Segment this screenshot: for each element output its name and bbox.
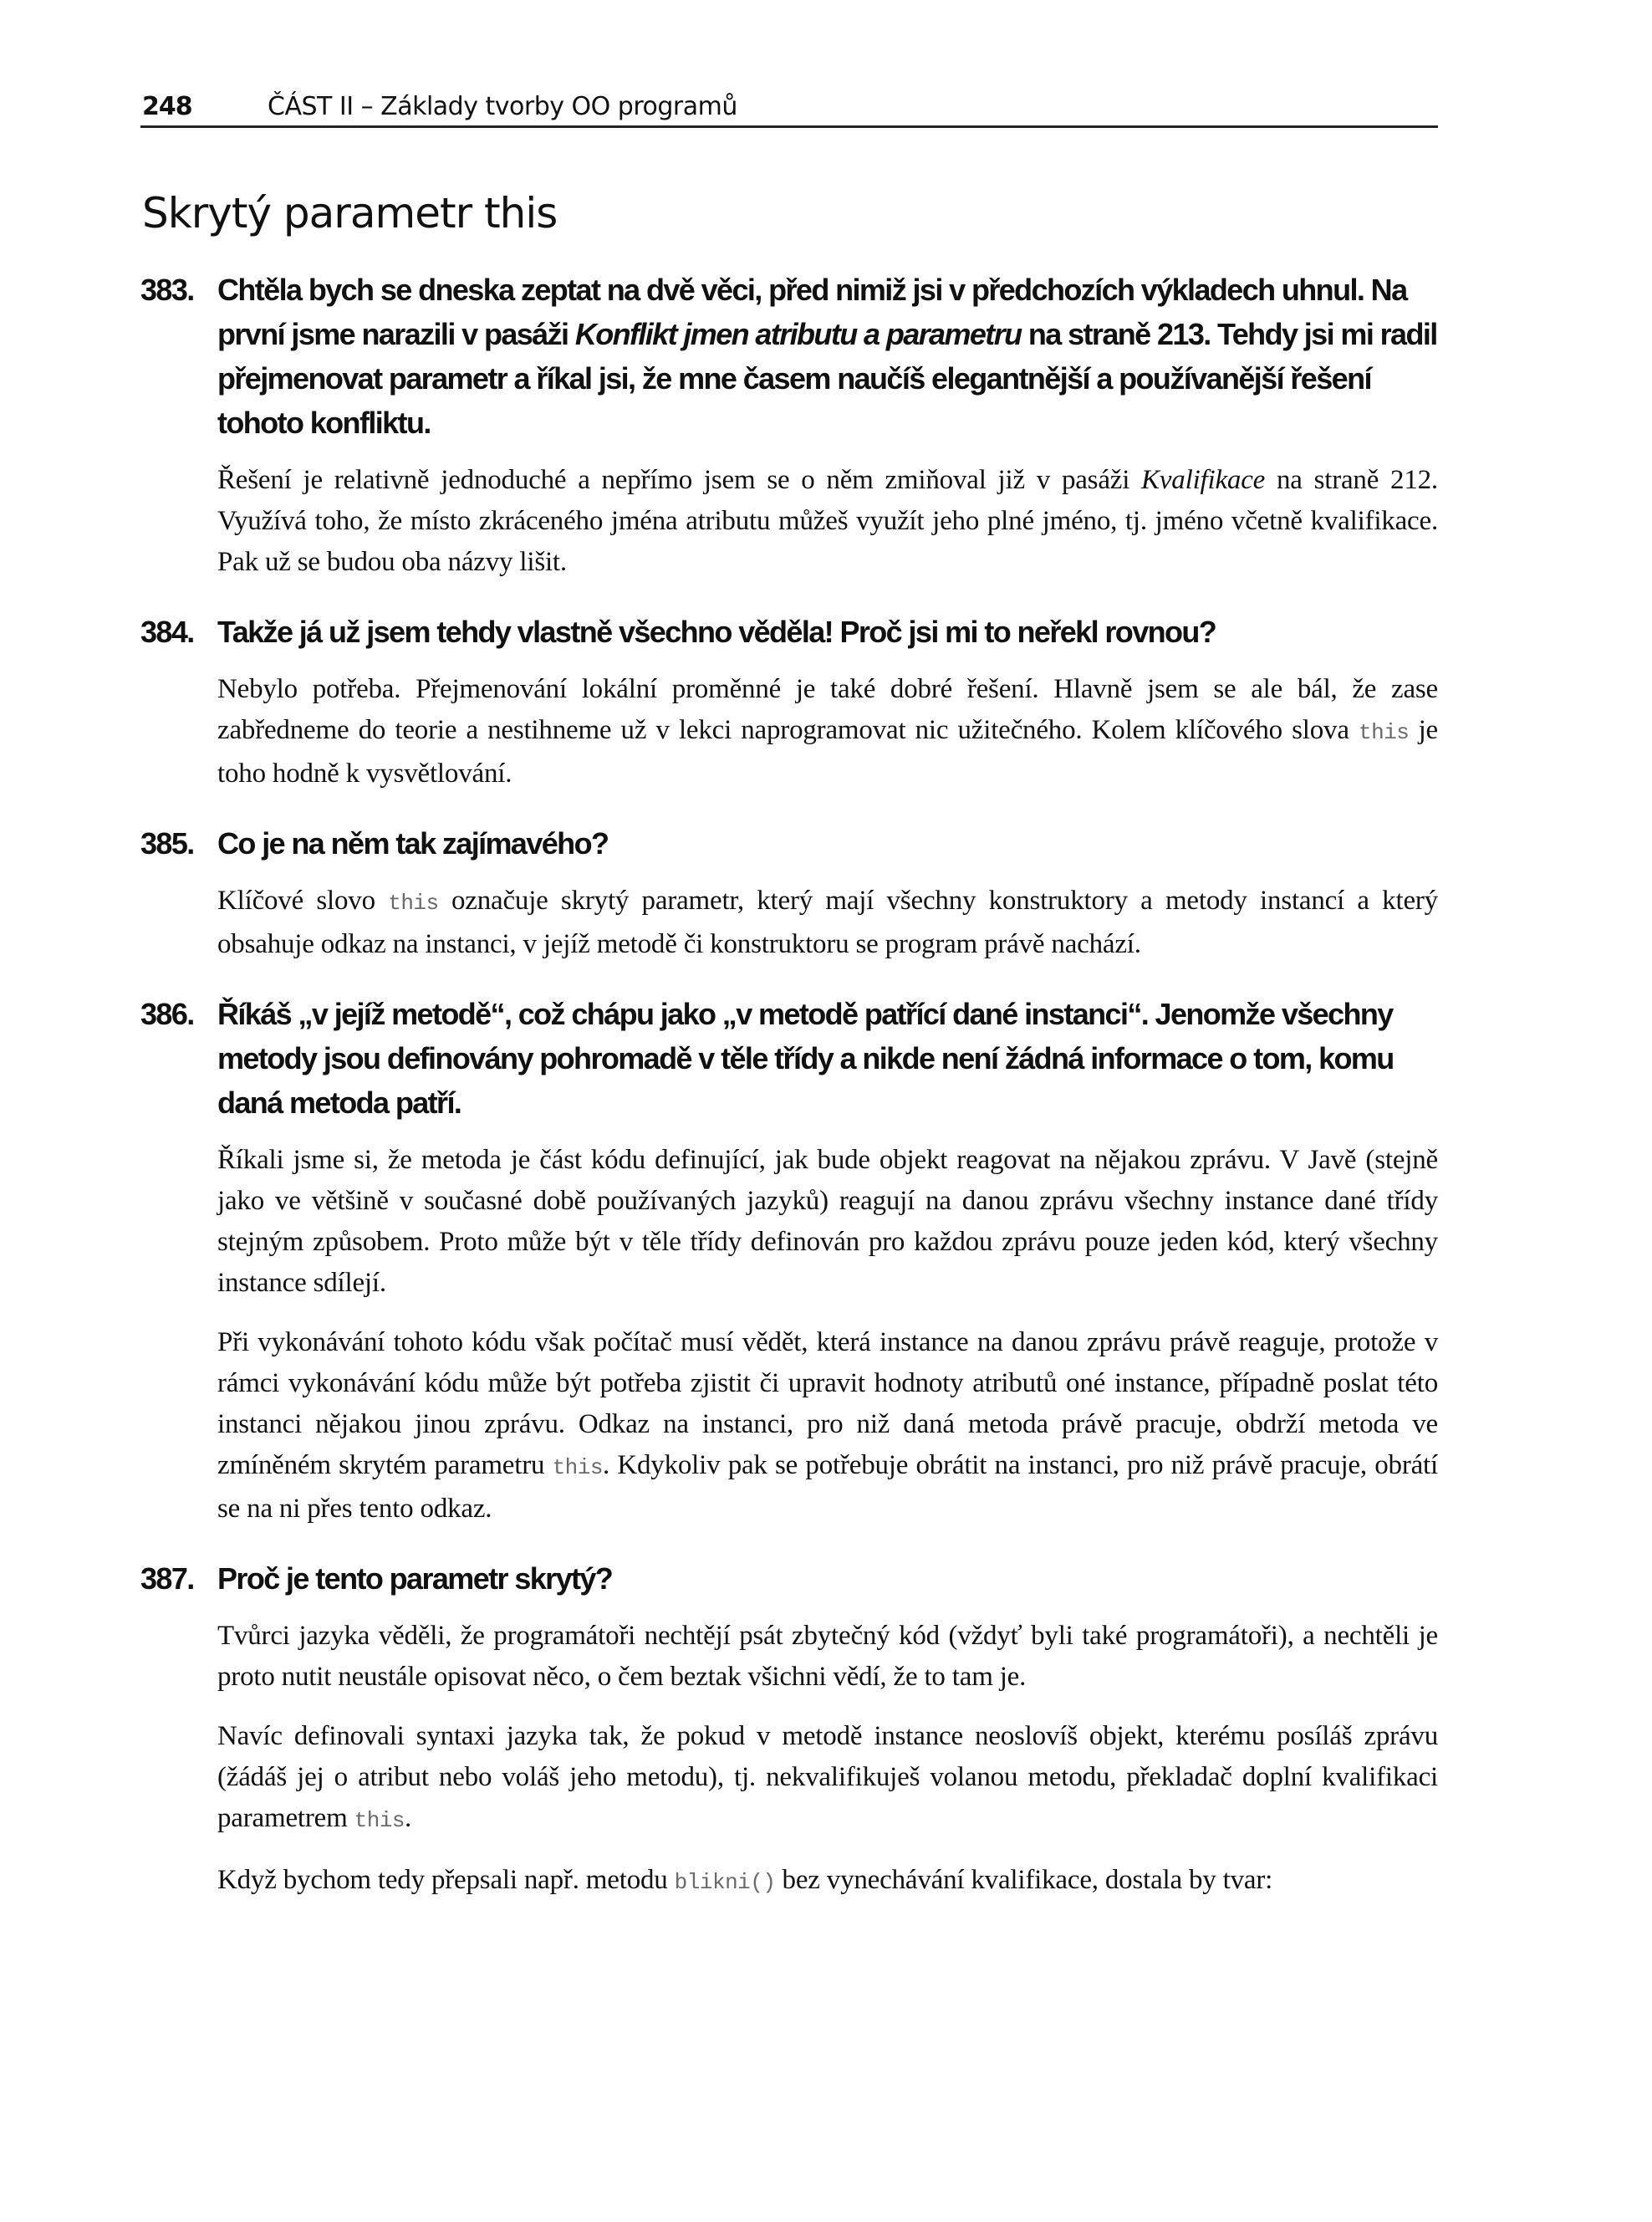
question-number: 384. [140,615,194,649]
question-text: Chtěla bych se dneska zeptat na dvě věci, před nimiž jsi v předchozích výkladech uhnul. Na první jsme narazili v pasáži [217,273,1407,351]
qa-item-385 [140,821,1438,965]
question-text: Říkáš „v jejíž metodě“, což chápu jako „v metodě patřící dané instanci“. Jenomže všechny metody jsou definovány pohromadě v těle třídy a nikde není žádná informace o tom, komu daná metoda patří. [217,997,1394,1120]
answer [140,669,1438,794]
answer [140,881,1438,965]
question-text: Takže já už jsem tehdy vlastně všechno věděla! Proč jsi mi to neřekl rovnou? [217,615,1216,649]
answer-paragraph [217,1322,1438,1530]
code-keyword-this: this [552,1455,603,1480]
answer-text: . Kdykoliv pak se potřebuje obrátit na instanci, pro niž právě pracuje, obrátí se na ni přes tento odkaz. [217,1450,1438,1524]
answer-text: Řešení je relativně jednoduché a nepřímo jsem se o něm zmiňoval již v pasáži [217,465,1142,495]
answer-text: na straně 212. Využívá toho, že místo zkráceného jména atributu můžeš využít jeho plné jméno, tj. jméno včetně kvalifikace. Pak už se budou oba názvy lišit. [217,465,1438,577]
code-method-blikni: blikni() [674,1870,776,1895]
page-number: 248 [142,92,192,121]
answer-paragraph [217,1716,1438,1841]
answer-text: Klíčové slovo [217,886,389,916]
answer-paragraph [217,669,1438,794]
answer-text: Tvůrci jazyka věděli, že programátoři nechtějí psát zbytečný kód (vždyť byli také programátoři), a nechtěli je proto nutit neustále opisovat něco, o čem beztak všichni vědí, že to tam je. [217,1621,1438,1692]
answer-text: bez vynechávání kvalifikace, dostala by tvar: [775,1865,1273,1895]
question [140,992,1438,1125]
section-title: Skrytý parametr this [142,189,558,238]
question [140,610,1438,654]
answer-paragraph [217,881,1438,965]
running-header [140,89,1438,128]
question-emphasis: Konflikt jmen atributu a parametru [574,317,1022,351]
answer-text: označuje skrytý parametr, který mají všechny konstruktory a metody instancí a který obsahuje odkaz na instanci, v jejíž metodě či konstruktoru se program právě nachází. [217,886,1438,959]
answer-emphasis: Kvalifikace [1141,465,1266,495]
qa-item-386 [140,992,1438,1530]
answer-text: je toho hodně k vysvětlování. [217,715,1438,789]
question-number: 383. [140,273,194,307]
answer-text: Navíc definovali syntaxi jazyka tak, že pokud v metodě instance neoslovíš objekt, kterému posíláš zprávu (žádáš jej o atribut nebo voláš jeho metodu), tj. nekvalifikuješ volanou metodu, překladač doplní kvalifikaci parametrem [217,1721,1438,1833]
answer-paragraph [217,1616,1438,1698]
question-text: Proč je tento parametr skrytý? [217,1561,613,1596]
question-number: 387. [140,1561,194,1596]
question [140,821,1438,866]
qa-item-383 [140,268,1438,583]
qa-item-384 [140,610,1438,794]
question-number: 386. [140,997,194,1031]
question-text: Co je na něm tak zajímavého? [217,826,609,861]
answer-text: . [405,1803,412,1833]
answer-text: Nebylo potřeba. Přejmenování lokální proměnné je také dobré řešení. Hlavně jsem se ale bál, že zase zabředneme do teorie a nestihneme už v lekci naprogramovat nic užitečného. Kolem klíčového slova [217,674,1438,745]
code-keyword-this: this [388,891,439,916]
answer-paragraph [217,1860,1438,1903]
question [140,268,1438,445]
part-title: ČÁST II – Základy tvorby OO programů [268,92,737,121]
answer-paragraph [217,1140,1438,1304]
question-text: na straně 213. Tehdy jsi mi radil přejmenovat parametr a říkal jsi, že mne časem naučíš elegantnější a používanější řešení tohoto konfliktu. [217,317,1437,440]
answer [140,1616,1438,1903]
code-keyword-this: this [354,1808,405,1833]
code-keyword-this: this [1358,720,1410,745]
answer-text: Když bychom tedy přepsali např. metodu [217,1865,675,1895]
answer-text: Říkali jsme si, že metoda je část kódu definující, jak bude objekt reagovat na nějakou zprávu. V Javě (stejně jako ve většině v současné době používaných jazyků) reagují na danou zprávu všechny instance dané třídy stejným způsobem. Proto může být v těle třídy definován pro každou zprávu pouze jeden kód, který všechny instance sdílejí. [217,1145,1438,1298]
qa-item-387 [140,1556,1438,1903]
answer [140,460,1438,583]
qa-list [140,268,1438,1922]
answer [140,1140,1438,1530]
answer-paragraph [217,460,1438,583]
answer-text: Při vykonávání tohoto kódu však počítač musí vědět, která instance na danou zprávu právě reaguje, protože v rámci vykonávání kódu může být potřeba zjistit či upravit hodnoty atributů oné instance, případně poslat této instanci nějakou jinou zprávu. Odkaz na instanci, pro niž daná metoda právě pracuje, obdrží metoda ve zmíněném skrytém parametru [217,1327,1438,1480]
question [140,1556,1438,1601]
question-number: 385. [140,826,194,861]
